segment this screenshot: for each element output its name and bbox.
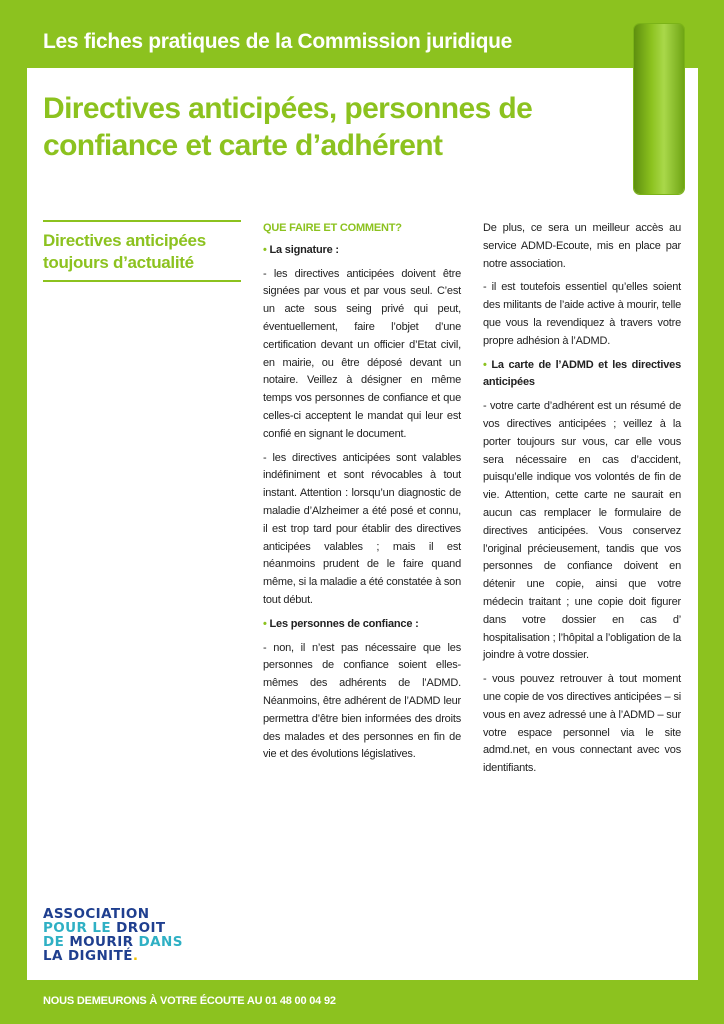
decorative-tab bbox=[634, 24, 684, 194]
logo-word: DANS bbox=[138, 934, 183, 950]
bullet-dot-icon: • bbox=[263, 243, 270, 256]
logo-word: MOURIR bbox=[69, 934, 134, 950]
logo-line-4 bbox=[43, 949, 183, 963]
admd-logo bbox=[43, 907, 183, 963]
logo-dot: . bbox=[132, 948, 139, 964]
paragraph: - non, il n’est pas nécessaire que les personnes de confiance soient elles-mêmes des adhérents de l’ADMD. Néanmoins, être adhérent de l’ADMD leur permettra d’être bien informées des droits des malades et des personnes en fin de vie et des évolutions législatives. bbox=[263, 641, 461, 761]
bullet-label: La signature : bbox=[269, 243, 339, 256]
text-column-1 bbox=[263, 220, 461, 770]
bullet-dot-icon: • bbox=[483, 358, 492, 371]
logo-line-2 bbox=[43, 921, 183, 935]
text-column-2 bbox=[483, 220, 681, 784]
bullet-dot-icon: • bbox=[263, 617, 270, 630]
bullet-heading-carte bbox=[483, 357, 681, 393]
logo-word: POUR LE bbox=[43, 920, 112, 936]
logo-word: DE bbox=[43, 934, 65, 950]
series-title: Les fiches pratiques de la Commission juridique bbox=[43, 30, 513, 53]
bullet-heading-signature bbox=[263, 242, 461, 260]
bullet-label: Les personnes de confiance : bbox=[269, 617, 419, 630]
bullet-heading-confiance bbox=[263, 616, 461, 634]
document-title: Directives anticipées, personnes de confiance et carte d’adhérent bbox=[43, 92, 533, 162]
paragraph: - vous pouvez retrouver à tout moment une copie de vos directives anticipées – si vous en avez adressé une à l’ADMD – sur votre espace personnel via le site admd.net, en vous connectant avec vos identifiants. bbox=[483, 673, 681, 775]
bullet-label: La carte de l’ADMD et les directives anticipées bbox=[483, 358, 681, 389]
logo-line-1: ASSOCIATION bbox=[43, 906, 150, 922]
paragraph: - les directives anticipées doivent être signées par vous et par vous seul. C’est un acte sous seing privé qui peut, éventuellement, faire l’objet d’une certification devant un officier d’Etat civil, en mairie, ou être déposé devant un notaire. Veillez à désigner en même temps vos personnes de confiance et que celles-ci acceptent le mandat qui leur est confié en signant le document. bbox=[263, 267, 461, 440]
logo-line-3 bbox=[43, 935, 183, 949]
logo-word: DROIT bbox=[116, 920, 166, 936]
section-title: Directives anticipées toujours d’actualité bbox=[43, 231, 206, 272]
paragraph: De plus, ce sera un meilleur accès au service ADMD-Ecoute, mis en place par notre association. bbox=[483, 222, 681, 270]
paragraph: - les directives anticipées sont valables indéfiniment et sont révocables à tout instant. Attention : lorsqu’un diagnostic de maladie d’Alzheimer a été posé et connu, il est trop tard pour établir des directives anticipées valables ; mais il est néanmoins prudent de le faire quand même, si la maladie a été constatée à son tout début. bbox=[263, 451, 461, 606]
paragraph: - il est toutefois essentiel qu’elles soient des militants de l’aide active à mourir, telle que vous la revendiquez à travers votre propre adhésion à l’ADMD. bbox=[483, 281, 681, 347]
paragraph: - votre carte d’adhérent est un résumé de vos directives anticipées ; veillez à la porter toujours sur vous, car elle vous sera nécessaire en cas d’accident, puisqu’elle indique vos volontés de fin de vie. Attention, cette carte ne saurait en aucun cas remplacer le formulaire de directives anticipées. Vous conservez l’original précieusement, tandis que vos personnes de confiance doivent en détenir une copie, ainsi que votre médecin traitant ; une copie doit figurer dans votre dossier en cas d’ hospitalisation ; l’hôpital a l’obligation de la joindre à votre dossier. bbox=[483, 400, 681, 662]
column-heading: QUE FAIRE ET COMMENT? bbox=[263, 222, 402, 234]
logo-word: LA DIGNITÉ bbox=[43, 948, 133, 964]
section-sidebar bbox=[43, 220, 241, 282]
section-divider bbox=[43, 280, 241, 282]
footer-contact: NOUS DEMEURONS À VOTRE ÉCOUTE AU 01 48 00 04 92 bbox=[43, 995, 336, 1007]
